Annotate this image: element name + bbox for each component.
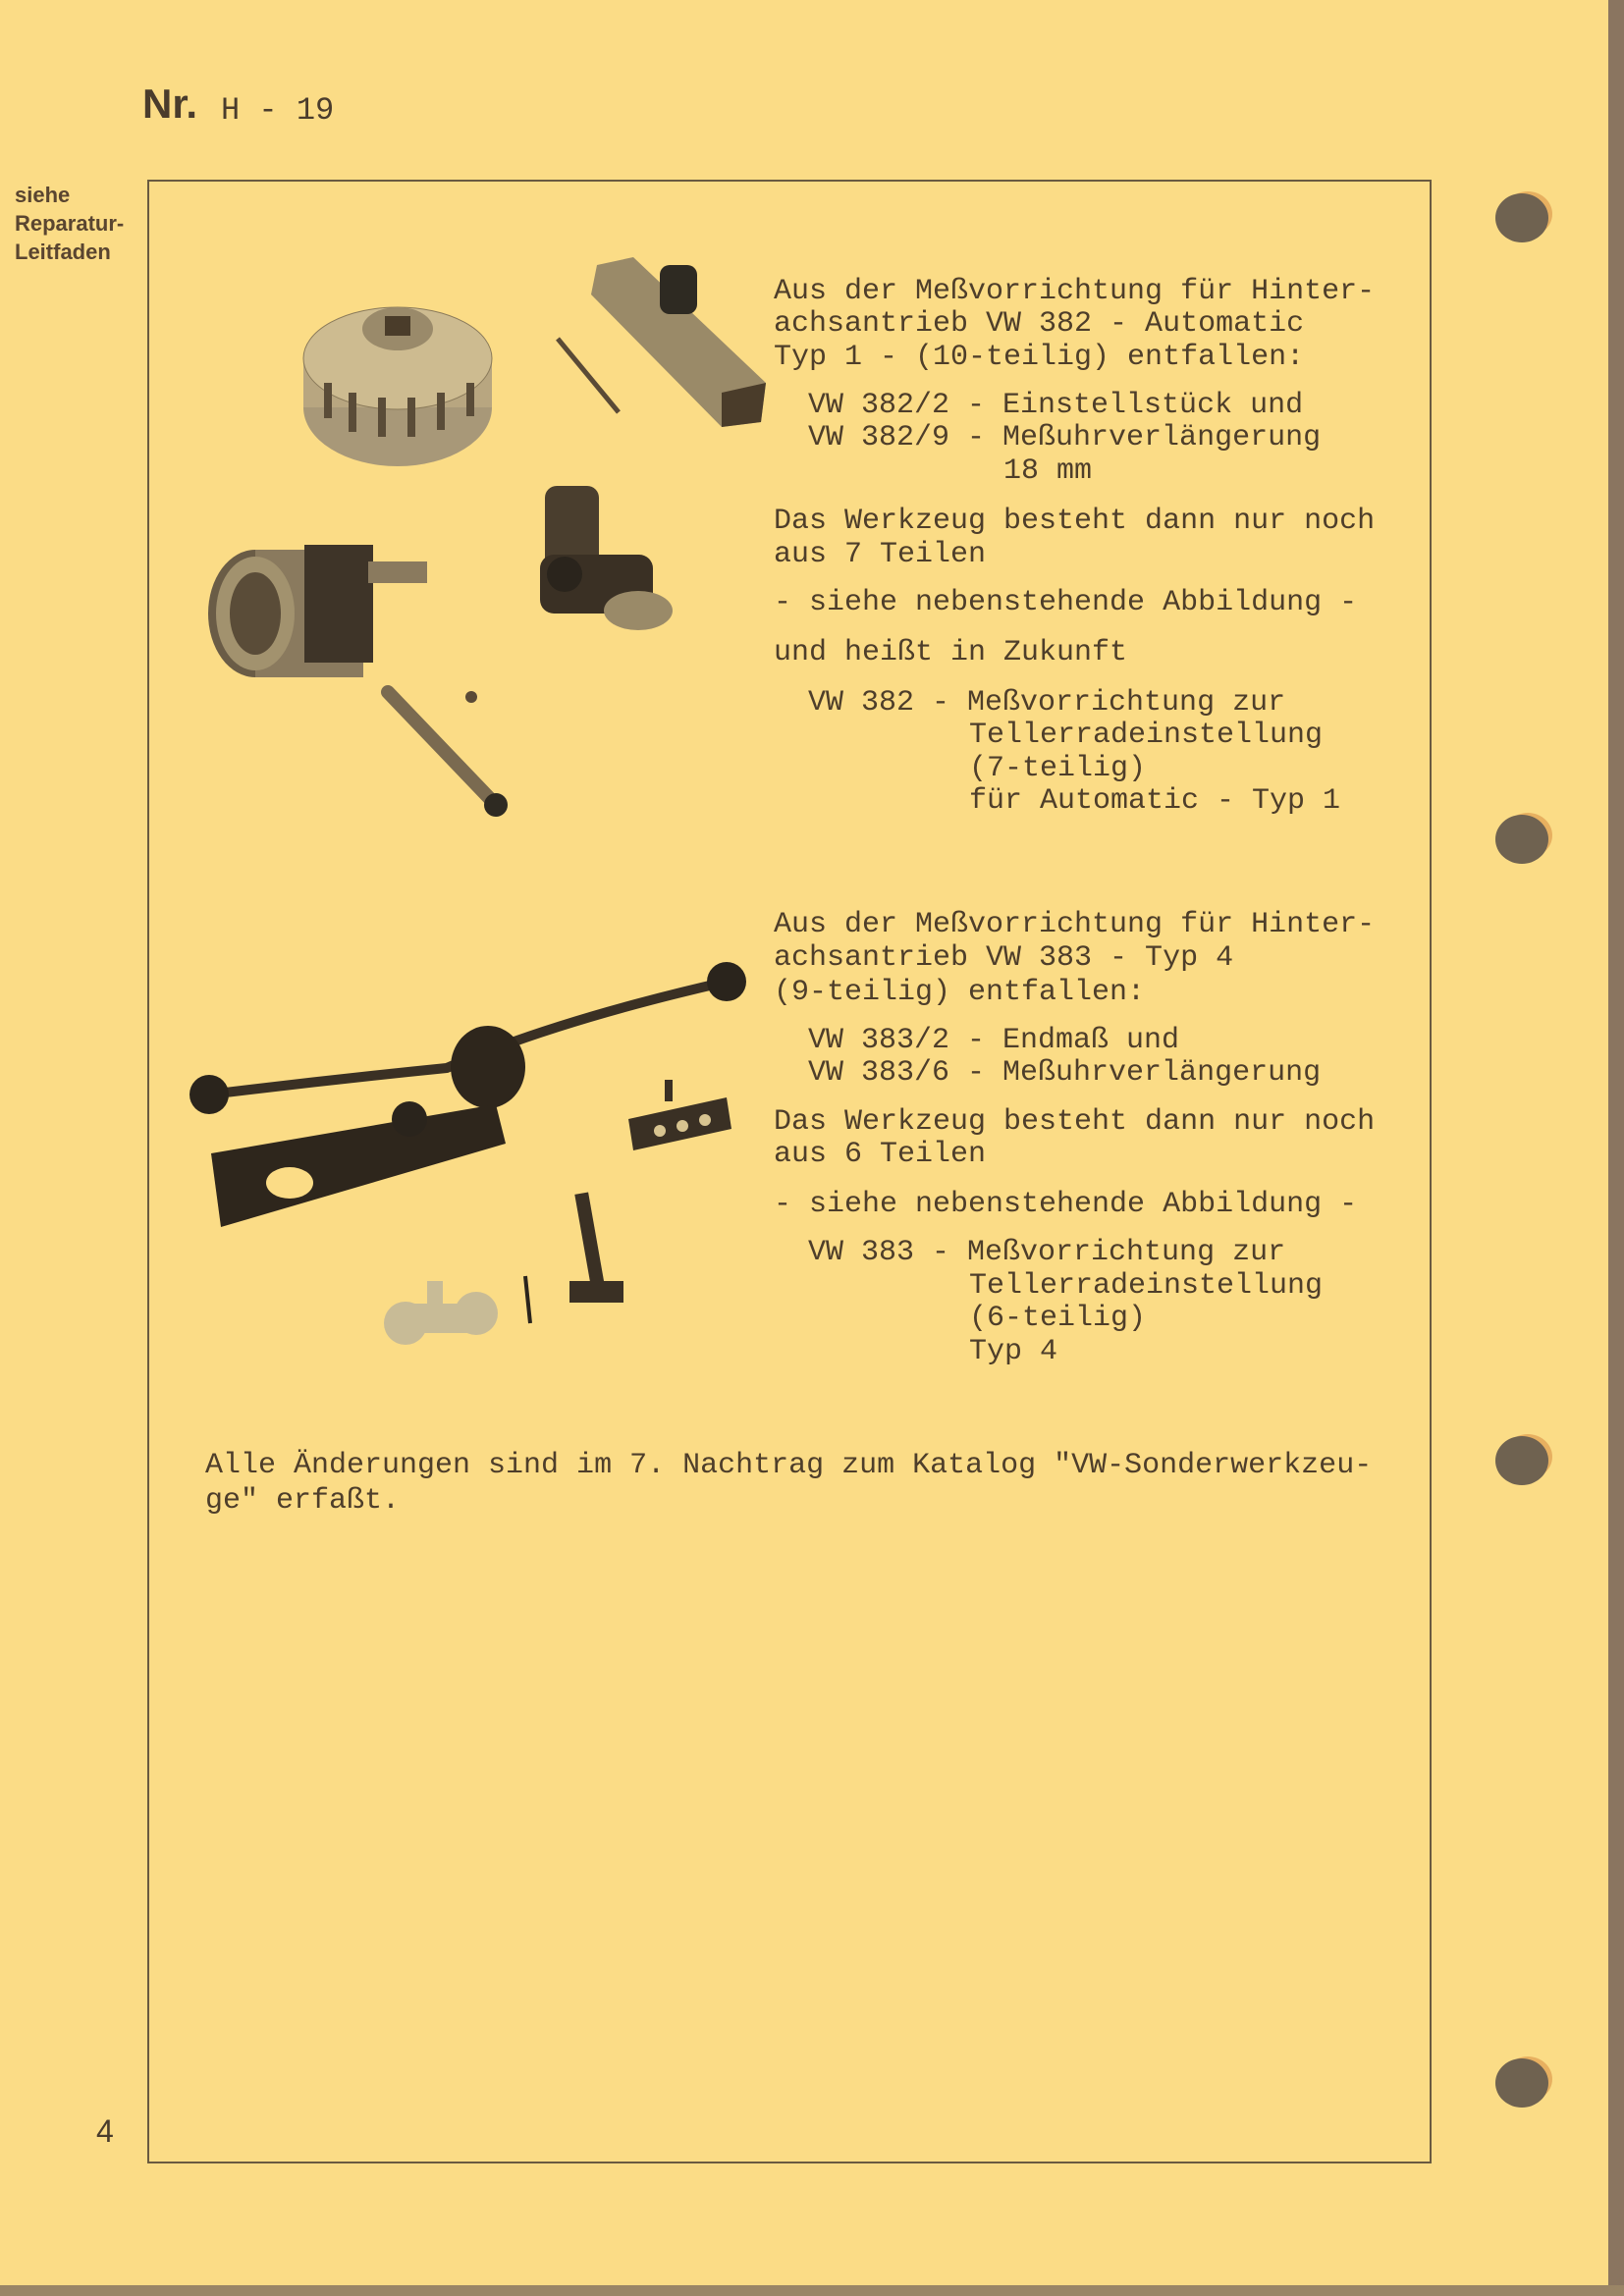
new-tool-line: für Automatic - Typ 1 [969,784,1341,818]
footer-note-line: Alle Änderungen sind im 7. Nachtrag zum Katalog "VW-Sonderwerkzeu- [205,1449,1373,1482]
text-line: und heißt in Zukunft [774,636,1128,669]
new-tool-line: VW 382 - Meßvorrichtung zur [808,686,1286,720]
new-tool-line: Tellerradeinstellung [969,719,1324,752]
punch-hole [1495,2058,1548,2108]
side-note-line: Reparatur- [15,211,125,236]
small-screw [465,691,477,703]
doc-number-label: Nr. [142,80,198,127]
new-tool-line: Tellerradeinstellung [969,1269,1324,1303]
text-line: - siehe nebenstehende Abbildung - [774,1188,1358,1221]
removed-part-line: VW 382/9 - Meßuhrverlängerung [808,421,1322,454]
text-line: Typ 1 - (10-teilig) entfallen: [774,341,1305,374]
text-line: - siehe nebenstehende Abbildung - [774,586,1358,619]
side-note [15,181,124,266]
text-line: Aus der Meßvorrichtung für Hinter- [774,275,1376,308]
adapter-piece [384,1281,498,1345]
punch-hole [1495,815,1548,864]
new-tool-line: Typ 4 [969,1335,1058,1368]
punch-hole [1495,193,1548,242]
doc-number-value: H - 19 [221,92,335,129]
removed-part-line: VW 383/6 - Meßuhrverlängerung [808,1056,1322,1090]
text-line: aus 7 Teilen [774,538,987,571]
measuring-bar [189,962,746,1114]
page-number: 4 [96,2113,114,2149]
page-edge-bottom [0,2285,1624,2296]
knurled-nut [303,307,492,466]
footer-note-line: ge" erfaßt. [205,1484,401,1518]
text-line: Aus der Meßvorrichtung für Hinter- [774,908,1376,941]
text-line: (9-teilig) entfallen: [774,976,1146,1009]
punch-hole [1495,1436,1548,1485]
clamp-piece [540,486,673,630]
extension-rod [388,692,496,805]
needle [525,1276,530,1323]
text-line: 18 mm [1003,454,1093,488]
pin [558,339,619,412]
endmass-block [628,1080,731,1150]
tool-photo-vw383 [182,942,751,1374]
text-line: Das Werkzeug besteht dann nur noch [774,1105,1376,1139]
text-line: achsantrieb VW 383 - Typ 4 [774,941,1234,975]
page-edge-right [1608,0,1624,2296]
dial-bracket [211,1101,506,1227]
text-line: achsantrieb VW 382 - Automatic [774,307,1305,341]
side-note-line: Leitfaden [15,240,111,264]
new-tool-line: VW 383 - Meßvorrichtung zur [808,1236,1286,1269]
setting-block [591,257,766,427]
removed-part-line: VW 383/2 - Endmaß und [808,1024,1180,1057]
text-line: aus 6 Teilen [774,1138,987,1171]
new-tool-line: (7-teilig) [969,752,1147,785]
support-pin [569,1192,623,1303]
tool-photo-vw382 [187,245,776,834]
new-tool-line: (6-teilig) [969,1302,1147,1335]
side-note-line: siehe [15,183,71,207]
removed-part-line: VW 382/2 - Einstellstück und [808,389,1304,422]
dial-holder [208,545,427,677]
text-line: Das Werkzeug besteht dann nur noch [774,505,1376,538]
